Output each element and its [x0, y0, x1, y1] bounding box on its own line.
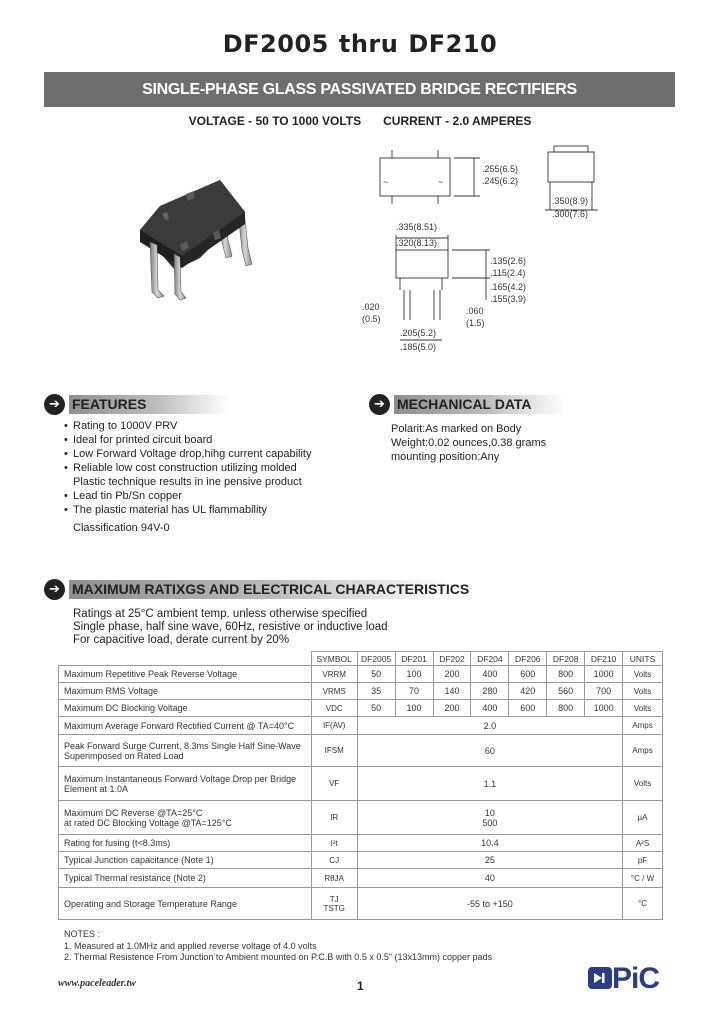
svg-text:~: ~ [438, 177, 444, 187]
arrow-right-icon: ➔ [44, 394, 65, 415]
website-link[interactable]: www.paceleader.tw [58, 978, 136, 989]
feature-item: • Lead tin Pb/Sn copper [64, 489, 354, 503]
table-row: Operating and Storage Temperature Range TJ TSTG -55 to +150 °C [59, 888, 663, 920]
table-row: Maximum DC Reverse @TA=25°C at rated DC Blocking Voltage @TA=125°C IR 10 500 µA [59, 801, 663, 835]
condition-line: Single phase, half sine wave, 60Hz, resistive or inductive load [73, 621, 388, 633]
component-photo [120, 140, 270, 310]
table-row: Maximum Average Forward Rectified Current @ TA=40°C IF(AV) 2.0 Amps [59, 717, 663, 735]
outline-dimension-drawing [330, 140, 660, 370]
col-header: DF202 [433, 652, 471, 666]
dim-lead-length-bottom: .155(3.9) [490, 294, 527, 304]
condition-line: For capacitive load, derate current by 20% [73, 634, 290, 646]
dim-lead-thickness-top: .020 [362, 302, 380, 312]
title-banner: SINGLE-PHASE GLASS PASSIVATED BRIDGE RECTIFIERS [44, 72, 675, 107]
feature-item: • Low Forward Voltage drop,hihg current capability [64, 447, 354, 461]
table-row: Rating for fusing (t<8.3ms) I²t 10.4 A²S [59, 835, 663, 852]
polarity-line: Polarit:As marked on Body [391, 423, 522, 435]
dim-standoff-top: .135(2.6) [490, 256, 527, 266]
col-header: DF206 [509, 652, 547, 666]
characteristics-table [58, 651, 663, 920]
col-header: DF2005 [357, 652, 395, 666]
table-row: Typical Junction capacitance (Note 1) CJ 25 pF [59, 852, 663, 869]
feature-item: • Reliable low cost construction utilizing molded [64, 461, 354, 475]
dim-lead-span-bottom: .300(7.6) [552, 209, 589, 219]
dim-body-width-bottom: .320(8.13) [396, 238, 438, 248]
svg-text:~: ~ [383, 177, 389, 187]
dim-lead-thickness-bottom: (0.5) [362, 314, 381, 324]
col-header: SYMBOL [311, 652, 357, 666]
table-row: Maximum Instantaneous Forward Voltage Drop per Bridge Element at 1.0A VF 1.1 Volts [59, 767, 663, 801]
part-to: DF210 [408, 30, 498, 58]
col-header: UNITS [623, 652, 663, 666]
features-heading: ➔ FEATURES [44, 394, 244, 415]
feature-item: Plastic technique results in ine pensive product [73, 476, 302, 488]
table-row: Maximum RMS Voltage VRMS 35 70 140 280 420 560 700 Volts [59, 683, 663, 700]
dim-lead-width-bottom: (1.5) [466, 318, 485, 328]
notes [64, 929, 492, 964]
page-number: 1 [357, 979, 364, 993]
arrow-right-icon: ➔ [369, 394, 390, 415]
dim-height-top: .255(6.5) [482, 164, 519, 174]
dim-standoff-bottom: .115(2.4) [490, 268, 526, 278]
table-row: Maximum DC Blocking Voltage VDC 50 100 200 400 600 800 1000 Volts [59, 700, 663, 717]
table-row: Maximum Repetitive Peak Reverse Voltage VRRM 50 100 200 400 600 800 1000 Volts [59, 666, 663, 683]
page-title [0, 30, 720, 58]
part-from: DF2005 [222, 30, 329, 58]
dim-lead-span-top: .350(8.9) [552, 196, 589, 206]
mounting-line: mounting position:Any [391, 451, 500, 463]
voltage-range: VOLTAGE - 50 TO 1000 VOLTS [188, 114, 362, 128]
dim-pitch-bottom: .185(5.0) [400, 342, 437, 352]
mechanical-data [391, 422, 546, 464]
features-list [64, 419, 354, 535]
ratings-heading: ➔ MAXIMUM RATIXGS AND ELECTRICAL CHARACTERISTICS [44, 579, 504, 600]
dim-pitch-top: .205(5.2) [400, 328, 437, 338]
weight-line: Weight:0.02 ounces,0.38 grams [391, 437, 547, 449]
feature-item: Classification 94V-0 [73, 522, 170, 534]
ratings-subhead [0, 114, 720, 128]
ratings-conditions [73, 608, 388, 647]
col-header: DF204 [471, 652, 509, 666]
col-header: DF208 [547, 652, 585, 666]
feature-item: • The plastic material has UL flammability [64, 503, 354, 517]
notes-title: NOTES : [64, 929, 101, 939]
dim-lead-length-top: .165(4.2) [490, 282, 527, 292]
dim-body-width-top: .335(8.51) [396, 222, 438, 232]
note-item: 1. Measured at 1.0MHz and applied reverse voltage of 4.0 volts [64, 940, 317, 951]
brand-logo: PiC [612, 962, 660, 995]
note-item: 2. Thermal Resistence From Junction to Ambient mounted on P.C.B with 0.5 x 0.5" (13x13mm) copper pads [64, 952, 493, 962]
col-header: DF210 [585, 652, 623, 666]
dim-lead-width-top: .060 [466, 306, 484, 316]
dim-height-bottom: .245(6.2) [482, 176, 519, 186]
feature-item: • Ideal for printed circuit board [64, 433, 354, 447]
table-row: Peak Forward Surge Current, 8.3ms Single Half Sine-Wave Superimposed on Rated Load IFSM 60 Amps [59, 735, 663, 767]
feature-item: • Rating to 1000V PRV [64, 419, 354, 433]
table-header-row [59, 652, 663, 666]
col-header: DF201 [395, 652, 433, 666]
arrow-right-icon: ➔ [44, 579, 65, 600]
thru-word: thru [338, 30, 399, 58]
mechanical-heading: ➔ MECHANICAL DATA [369, 394, 619, 415]
table-row: Typical Thermal resistance (Note 2) RθJA 40 °C / W [59, 869, 663, 888]
current-rating: CURRENT - 2.0 AMPERES [383, 114, 532, 128]
condition-line: Ratings at 25°C ambient temp. unless otherwise specified [73, 608, 368, 620]
